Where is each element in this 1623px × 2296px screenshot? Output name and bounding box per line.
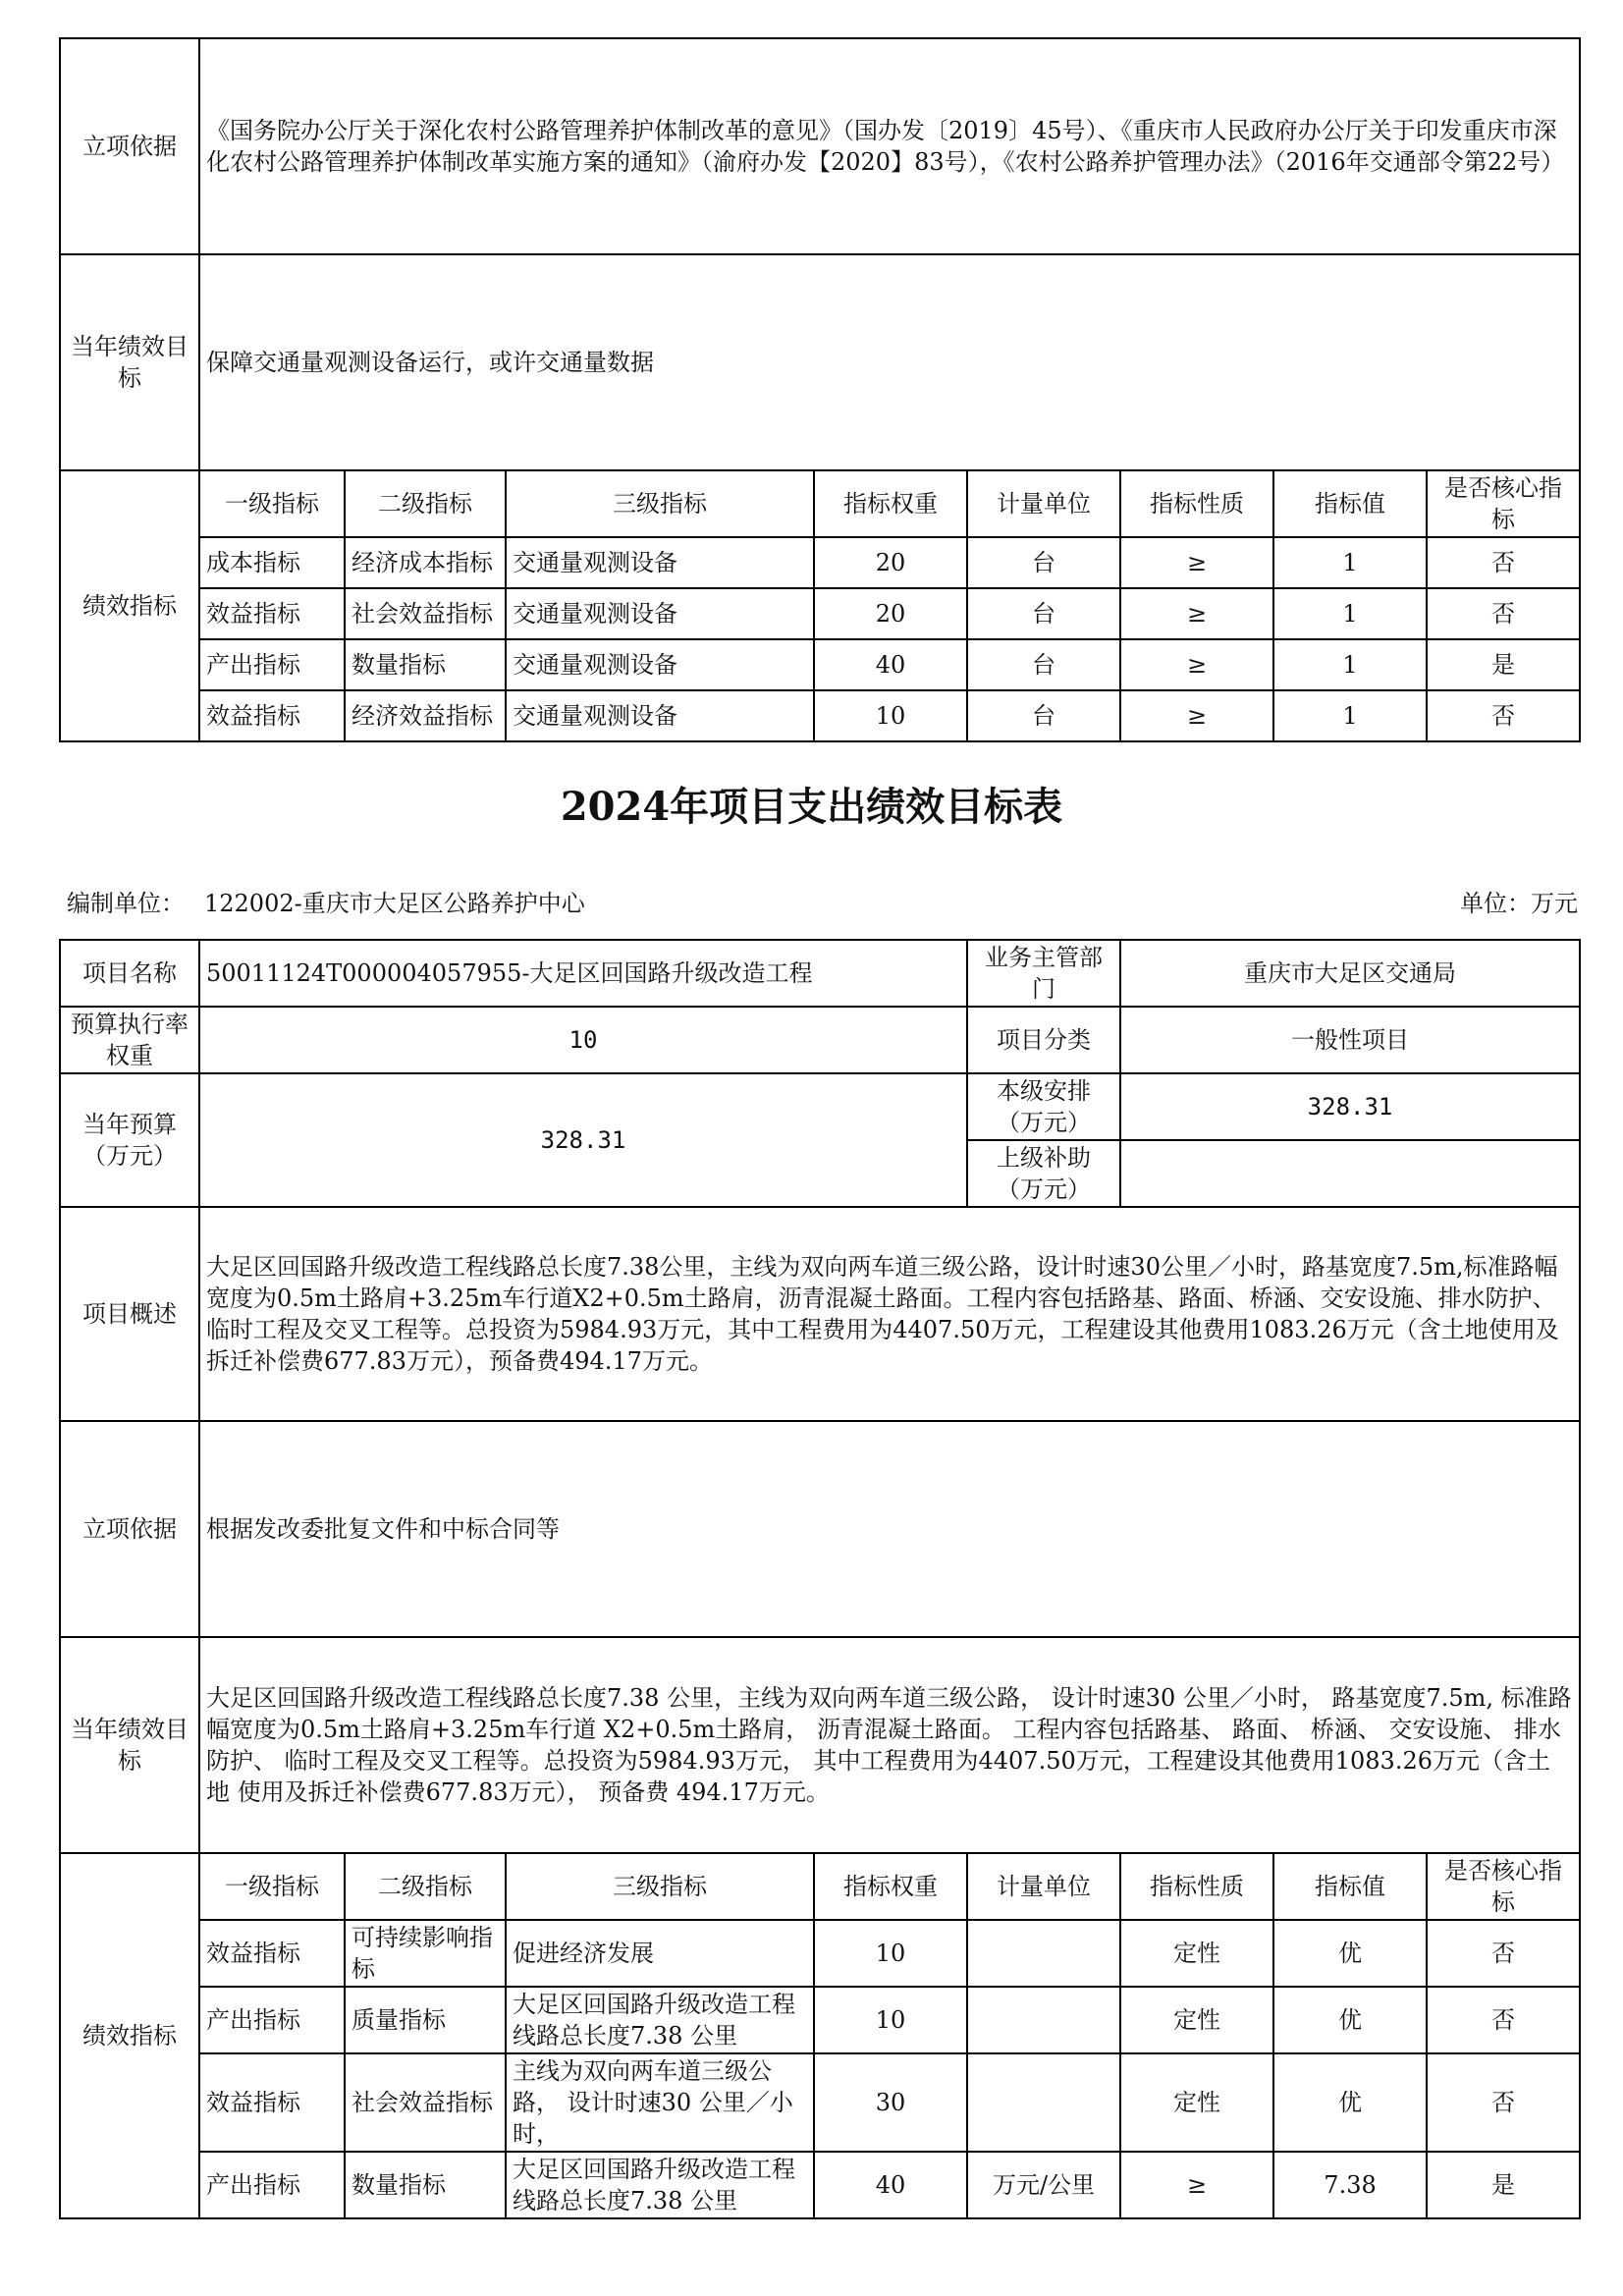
basis-text: 《国务院办公厅关于深化农村公路管理养护体制改革的意见》（国办发〔2019〕45号）、《重庆市人民政府办公厅关于印发重庆市深化农村公路管理养护体制改革实施方案的通知》（渝府办发【2020】83号），《农村公路养护管理办法》（2016年交通部令第22号） [199, 38, 1580, 254]
header-cell: 一级指标 [199, 1853, 345, 1920]
unit-line [67, 884, 585, 918]
core-cell: 否 [1427, 537, 1580, 588]
level1-cell: 产出指标 [199, 1987, 345, 2053]
basis-text: 根据发改委批复文件和中标合同等 [199, 1421, 1580, 1637]
level3-cell: 大足区回国路升级改造工程线路总长度7.38 公里 [506, 1987, 814, 2053]
table-row [60, 639, 1580, 690]
local-label: 本级安排（万元） [967, 1073, 1120, 1140]
level1-cell: 成本指标 [199, 537, 345, 588]
table-row [60, 1987, 1580, 2053]
indicators-label: 绩效指标 [60, 470, 199, 741]
level2-cell: 社会效益指标 [345, 588, 506, 639]
local-value: 328.31 [1120, 1073, 1580, 1140]
table-row [60, 690, 1580, 741]
value-cell: 1 [1273, 537, 1427, 588]
level1-cell: 效益指标 [199, 690, 345, 741]
level1-cell: 效益指标 [199, 588, 345, 639]
project-name-label: 项目名称 [60, 940, 199, 1007]
level1-cell: 产出指标 [199, 2152, 345, 2218]
indicators-label: 绩效指标 [60, 1853, 199, 2218]
nature-cell: ≥ [1120, 639, 1273, 690]
value-cell: 1 [1273, 588, 1427, 639]
level1-cell: 产出指标 [199, 639, 345, 690]
nature-cell: 定性 [1120, 2053, 1273, 2152]
level3-cell: 交通量观测设备 [506, 690, 814, 741]
nature-cell: ≥ [1120, 588, 1273, 639]
header-cell: 指标权重 [814, 1853, 967, 1920]
level1-cell: 效益指标 [199, 2053, 345, 2152]
unit-cell: 台 [967, 588, 1120, 639]
unit-cell: 万元/公里 [967, 2152, 1120, 2218]
header-cell: 指标权重 [814, 470, 967, 537]
core-cell: 否 [1427, 1987, 1580, 2053]
upper-label: 上级补助（万元） [967, 1140, 1120, 1207]
table-row [60, 1920, 1580, 1987]
header-cell: 是否核心指标 [1427, 1853, 1580, 1920]
level3-cell: 交通量观测设备 [506, 588, 814, 639]
header-cell: 三级指标 [506, 470, 814, 537]
level3-cell: 交通量观测设备 [506, 537, 814, 588]
table-row [60, 2053, 1580, 2152]
level3-cell: 交通量观测设备 [506, 639, 814, 690]
header-cell: 指标值 [1273, 470, 1427, 537]
overview-label: 项目概述 [60, 1207, 199, 1421]
goal-text: 保障交通量观测设备运行，或许交通量数据 [199, 254, 1580, 470]
nature-cell: ≥ [1120, 2152, 1273, 2218]
weight-cell: 20 [814, 588, 967, 639]
dept-value: 重庆市大足区交通局 [1120, 940, 1580, 1007]
weight-cell: 30 [814, 2053, 967, 2152]
header-cell: 指标性质 [1120, 470, 1273, 537]
level2-cell: 数量指标 [345, 639, 506, 690]
nature-cell: ≥ [1120, 690, 1273, 741]
basis-label: 立项依据 [60, 38, 199, 254]
weight-cell: 10 [814, 1987, 967, 2053]
unit-cell [967, 1987, 1120, 2053]
core-cell: 否 [1427, 1920, 1580, 1987]
dept-label: 业务主管部门 [967, 940, 1120, 1007]
weight-cell: 40 [814, 2152, 967, 2218]
page-title: 2024年项目支出绩效目标表 [560, 784, 1063, 830]
header-cell: 二级指标 [345, 470, 506, 537]
unit-cell [967, 1920, 1120, 1987]
table-row [60, 537, 1580, 588]
overview-text: 大足区回国路升级改造工程线路总长度7.38公里，主线为双向两车道三级公路，设计时速30公里／小时，路基宽度7.5m,标准路幅宽度为0.5m土路肩+3.25m车行道X2+0.5m土路肩，沥青混凝土路面。工程内容包括路基、路面、桥涵、交安设施、排水防护、临时工程及交叉工程等。总投资为5984.93万元，其中工程费用为4407.50万元，工程建设其他费用1083.26万元（含土地使用及拆迁补偿费677.83万元），预备费494.17万元。 [199, 1207, 1580, 1421]
value-cell: 优 [1273, 1920, 1427, 1987]
level1-cell: 效益指标 [199, 1920, 345, 1987]
basis-label: 立项依据 [60, 1421, 199, 1637]
value-cell: 7.38 [1273, 2152, 1427, 2218]
goal-label: 当年绩效目标 [60, 1637, 199, 1853]
level2-cell: 可持续影响指标 [345, 1920, 506, 1987]
level2-cell: 经济效益指标 [345, 690, 506, 741]
category-value: 一般性项目 [1120, 1007, 1580, 1073]
header-cell: 指标性质 [1120, 1853, 1273, 1920]
level3-cell: 主线为双向两车道三级公路， 设计时速30 公里／小时， [506, 2053, 814, 2152]
header-cell: 一级指标 [199, 470, 345, 537]
header-cell: 计量单位 [967, 470, 1120, 537]
previous-project-table [59, 37, 1581, 742]
upper-value [1120, 1140, 1580, 1207]
nature-cell: 定性 [1120, 1920, 1273, 1987]
level2-cell: 数量指标 [345, 2152, 506, 2218]
level3-cell: 大足区回国路升级改造工程线路总长度7.38 公里 [506, 2152, 814, 2218]
budget-label: 当年预算（万元） [60, 1073, 199, 1207]
value-cell: 优 [1273, 2053, 1427, 2152]
table-row [60, 2152, 1580, 2218]
header-cell: 指标值 [1273, 1853, 1427, 1920]
goal-label: 当年绩效目标 [60, 254, 199, 470]
weight-cell: 20 [814, 537, 967, 588]
unit-label: 编制单位： [67, 890, 185, 917]
weight-cell: 10 [814, 690, 967, 741]
level2-cell: 质量指标 [345, 1987, 506, 2053]
core-cell: 是 [1427, 2152, 1580, 2218]
weight-cell: 40 [814, 639, 967, 690]
table-row [60, 588, 1580, 639]
nature-cell: ≥ [1120, 537, 1273, 588]
exec-rate-label: 预算执行率权重 [60, 1007, 199, 1073]
unit-cell: 台 [967, 537, 1120, 588]
project-name: 50011124T000004057955-大足区回国路升级改造工程 [199, 940, 967, 1007]
value-cell: 1 [1273, 690, 1427, 741]
header-cell: 是否核心指标 [1427, 470, 1580, 537]
core-cell: 否 [1427, 588, 1580, 639]
exec-rate-value: 10 [199, 1007, 967, 1073]
level2-cell: 经济成本指标 [345, 537, 506, 588]
header-cell: 计量单位 [967, 1853, 1120, 1920]
nature-cell: 定性 [1120, 1987, 1273, 2053]
header-cell: 二级指标 [345, 1853, 506, 1920]
level2-cell: 社会效益指标 [345, 2053, 506, 2152]
value-cell: 1 [1273, 639, 1427, 690]
unit-value: 122002-重庆市大足区公路养护中心 [204, 890, 585, 917]
unit-cell [967, 2053, 1120, 2152]
level3-cell: 促进经济发展 [506, 1920, 814, 1987]
value-cell: 优 [1273, 1987, 1427, 2053]
category-label: 项目分类 [967, 1007, 1120, 1073]
goal-text: 大足区回国路升级改造工程线路总长度7.38 公里，主线为双向两车道三级公路， 设计时速30 公里／小时， 路基宽度7.5m, 标准路幅宽度为0.5m土路肩+3.25m车行道 X2+0.5m土路肩， 沥青混凝土路面。 工程内容包括路基、 路面、 桥涵、 交安设施、 排水防护、 临时工程及交叉工程等。总投资为5984.93万元， 其中工程费用为4407.50万元，工程建设其他费用1083.26万元（含土地 使用及拆迁补偿费677.83万元）， 预备费 494.17万元。 [199, 1637, 1580, 1853]
unit-cell: 台 [967, 690, 1120, 741]
unit-cell: 台 [967, 639, 1120, 690]
core-cell: 是 [1427, 639, 1580, 690]
header-cell: 三级指标 [506, 1853, 814, 1920]
weight-cell: 10 [814, 1920, 967, 1987]
project-goal-table [59, 939, 1581, 2219]
budget-value: 328.31 [199, 1073, 967, 1207]
core-cell: 否 [1427, 2053, 1580, 2152]
core-cell: 否 [1427, 690, 1580, 741]
currency-label: 单位：万元 [1460, 890, 1578, 917]
